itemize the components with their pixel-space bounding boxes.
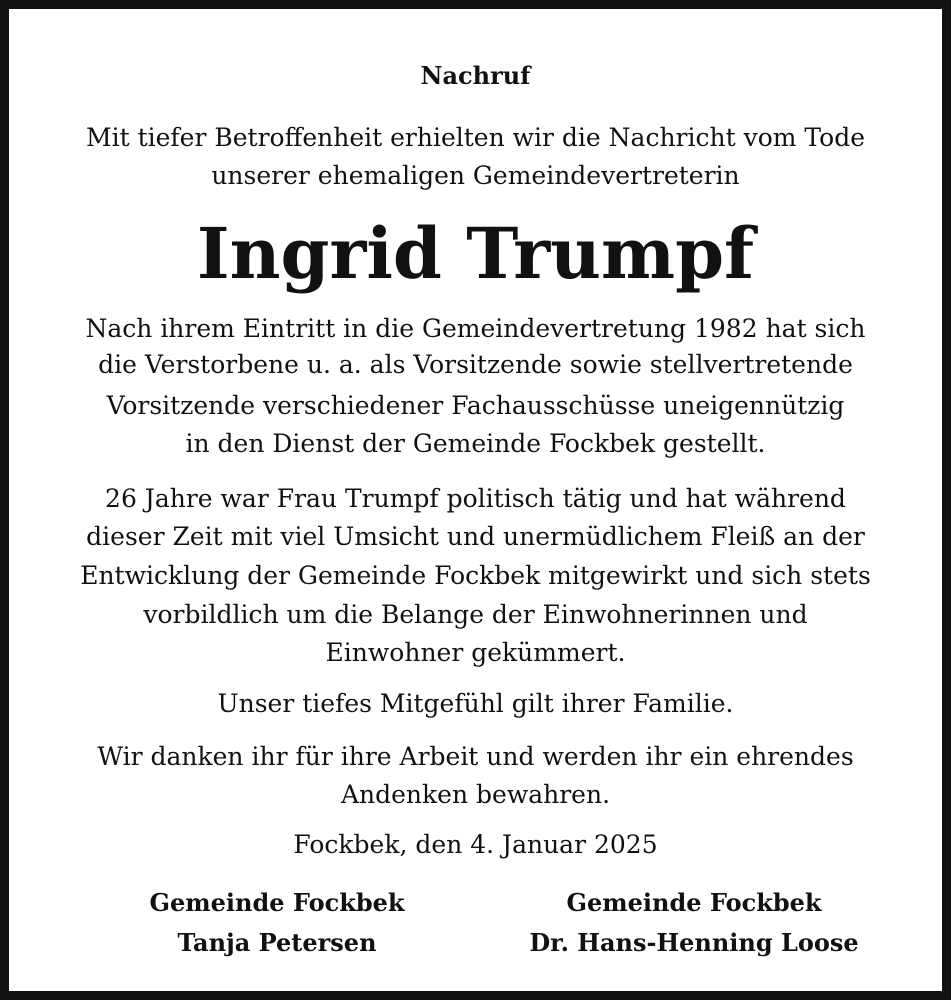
- intro-line-2: unserer ehemaligen Gemeindevertreterin: [211, 161, 740, 190]
- signature-left-organization: Gemeinde Fockbek: [149, 888, 405, 917]
- paragraph-1-line-4: in den Dienst der Gemeinde Fockbek gestellt.: [185, 429, 766, 458]
- paragraph-2-line-4: vorbildlich um die Belange der Einwohnerinnen und: [143, 600, 808, 629]
- paragraph-3-line-1: Unser tiefes Mitgefühl gilt ihrer Familie.: [217, 689, 734, 718]
- paragraph-2-line-5: Einwohner gekümmert.: [325, 638, 626, 667]
- paragraph-2-line-3: Entwicklung der Gemeinde Fockbek mitgewirkt und sich stets: [80, 561, 871, 590]
- signature-right-organization: Gemeinde Fockbek: [566, 888, 822, 917]
- deceased-name: Ingrid Trumpf: [196, 212, 755, 295]
- paragraph-2-line-1: 26 Jahre war Frau Trumpf politisch tätig und hat während: [105, 484, 846, 513]
- paragraph-1-line-3: Vorsitzende verschiedener Fachausschüsse uneigennützig: [106, 391, 845, 420]
- paragraph-1-line-1: Nach ihrem Eintritt in die Gemeindevertretung 1982 hat sich: [85, 314, 866, 343]
- signature-left-person: Tanja Petersen: [177, 928, 377, 957]
- paragraph-1-line-2: die Verstorbene u. a. als Vorsitzende sowie stellvertretende: [98, 350, 853, 379]
- paragraph-4-line-2: Andenken bewahren.: [340, 780, 611, 809]
- paragraph-2-line-2: dieser Zeit mit viel Umsicht und unermüdlichem Fleiß an der: [86, 522, 865, 551]
- notice-title: Nachruf: [420, 61, 531, 90]
- paragraph-4-line-1: Wir danken ihr für ihre Arbeit und werden ihr ein ehrendes: [97, 742, 854, 771]
- intro-line-1: Mit tiefer Betroffenheit erhielten wir die Nachricht vom Tode: [85, 123, 866, 152]
- signature-right-person: Dr. Hans-Henning Loose: [529, 928, 859, 957]
- place-date: Fockbek, den 4. Januar 2025: [293, 830, 658, 859]
